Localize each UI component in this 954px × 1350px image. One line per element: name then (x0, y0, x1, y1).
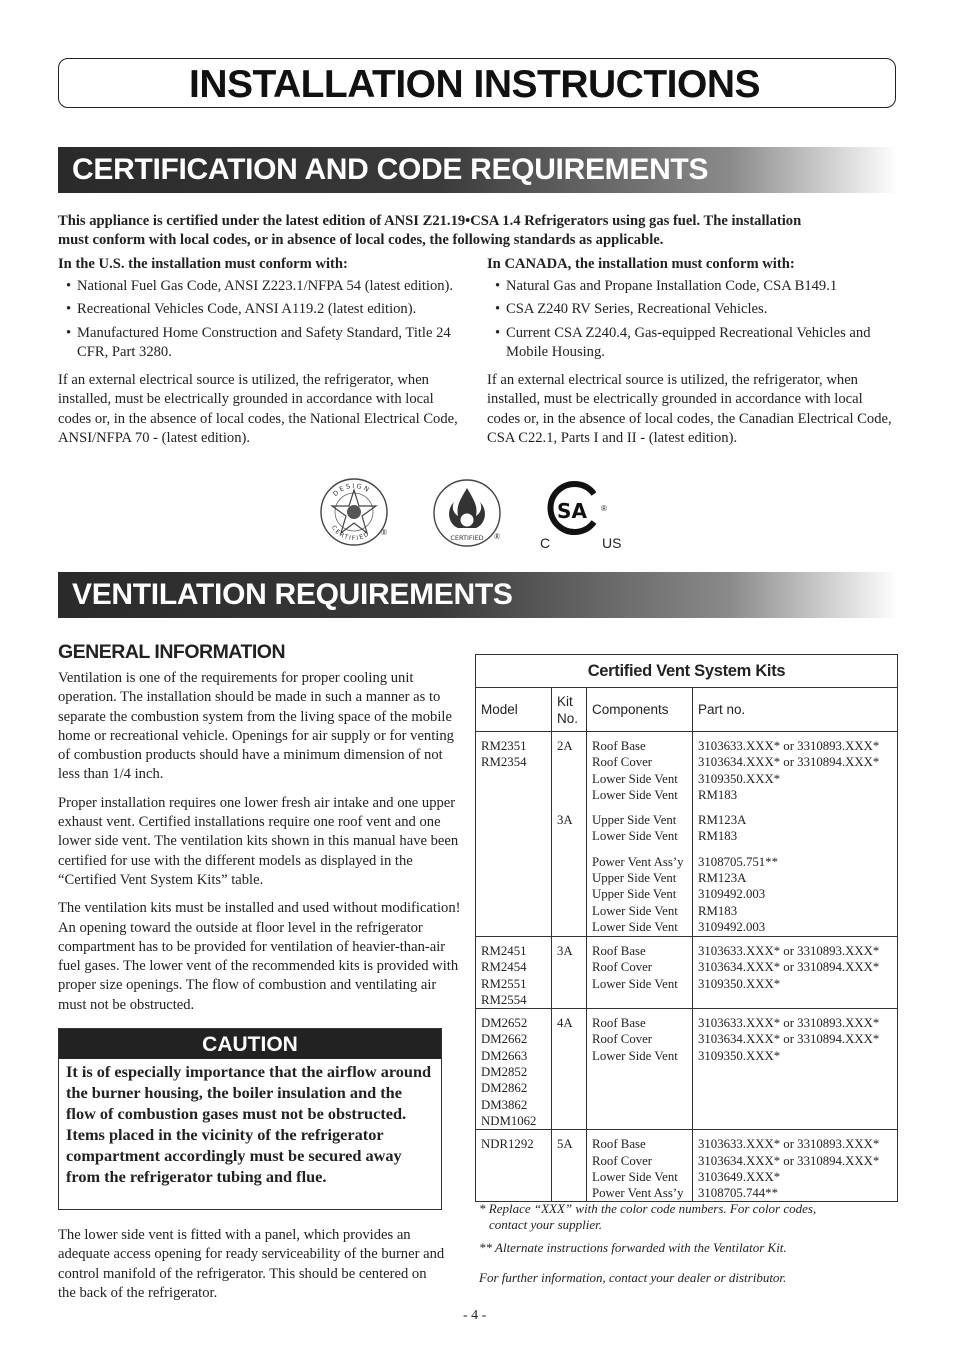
table-footnote-1: * Replace “XXX” with the color code numbers. For color codes, contact your supplier. (479, 1201, 817, 1232)
table-row (476, 937, 898, 1009)
model-cell: DM2652 DM2662 DM2663 DM2852 DM2862 DM3862 NDM1062 (476, 1009, 552, 1130)
page-title-box (58, 58, 896, 108)
svg-text:CERTIFIED: CERTIFIED (450, 534, 484, 542)
csa-us-label: US (602, 535, 622, 551)
registered-mark: ® (381, 528, 388, 537)
cert-section-heading: CERTIFICATION AND CODE REQUIREMENTS (72, 153, 709, 186)
vent-kits-table (475, 654, 898, 1202)
vent-paragraph-1: Ventilation is one of the requirements for proper cooling unit operation. The installation should be made in such a manner as to separate the combustion system from the living space of the mobile home or recreational vehicle. Openings for air supply or for venting of combustion products should have a minimum dimension of not less than 1/4 inch. (58, 670, 454, 783)
list-item: • Manufactured Home Construction and Safety Standard, Title 24 CFR, Part 3280. (58, 324, 470, 363)
svg-text:DESIGN: DESIGN (331, 481, 373, 498)
model-cell: NDR1292 (476, 1130, 552, 1202)
list-item: • Natural Gas and Propane Installation Code, CSA B149.1 (487, 277, 897, 296)
vent-paragraph-4: The lower side vent is fitted with a panel, which provides an adequate access opening for ready serviceability of the burner and control manifold of the refrigerator. This should be centered on the back of the refrigerator. (58, 1227, 445, 1301)
us-electrical-paragraph: If an external electrical source is utilized, the refrigerator, when installed, must be electrically grounded in accordance with local codes or, in the absence of local codes, the National Electrical Code, ANSI/NFPA 70 - (latest edition). (58, 372, 458, 447)
list-item: • Current CSA Z240.4, Gas-equipped Recreational Vehicles and Mobile Housing. (487, 324, 897, 363)
components-cell: Roof Base Roof Cover Lower Side Vent (587, 1009, 693, 1130)
col-header-components: Components (587, 688, 693, 732)
page-title: INSTALLATION INSTRUCTIONS (189, 63, 761, 106)
svg-text:CERTIFIED: CERTIFIED (329, 524, 372, 543)
design-certified-star-logo (318, 476, 390, 548)
cert-section-header (58, 147, 898, 193)
table-row (476, 732, 898, 937)
csa-c-label: C (540, 535, 551, 551)
canada-requirements (487, 256, 897, 448)
canada-heading: In CANADA, the installation must conform with: (487, 256, 795, 272)
registered-mark: ® (601, 504, 607, 513)
table-caption: Certified Vent System Kits (476, 655, 898, 688)
table-row (476, 1130, 898, 1202)
cert-intro-line-1: This appliance is certified under the latest edition of ANSI Z21.19•CSA 1.4 Refrigerators using gas fuel. The installation (58, 213, 802, 229)
cert-intro-line-2: must conform with local codes, or in absence of local codes, the following standards as applicable. (58, 232, 664, 248)
us-requirements (58, 256, 470, 448)
kit-cell: 3A (552, 937, 587, 1009)
col-header-part: Part no. (693, 688, 898, 732)
us-heading: In the U.S. the installation must conform with: (58, 256, 348, 272)
us-code-list (58, 277, 470, 362)
col-header-kit: Kit No. (552, 688, 587, 732)
canada-code-list (487, 277, 897, 362)
vent-paragraph-3: The ventilation kits must be installed and used without modification! An opening toward the outside at floor level in the refrigerator compartment has to be provided for ventilation of heavier-than-air fuel gases. The lower vent of the recommended kits is provided with proper size openings. The flow of combustion and ventilating air must not be obstructed. (58, 900, 461, 1013)
col-header-model: Model (476, 688, 552, 732)
caution-heading: CAUTION (59, 1029, 441, 1059)
list-item: • National Fuel Gas Code, ANSI Z223.1/NFPA 54 (latest edition). (58, 277, 470, 296)
components-cell: Roof Base Roof Cover Lower Side Vent (587, 937, 693, 1009)
csa-logo (544, 480, 606, 536)
table-row (476, 1009, 898, 1130)
part-cell: 3103633.XXX* or 3310893.XXX* 3103634.XXX* or 3310894.XXX* 3109350.XXX* (693, 937, 898, 1009)
table-footnote-2: ** Alternate instructions forwarded with the Ventilator Kit. (479, 1240, 787, 1255)
kit-cell: 5A (552, 1130, 587, 1202)
cert-intro (58, 212, 898, 250)
list-item: • CSA Z240 RV Series, Recreational Vehicles. (487, 300, 897, 319)
general-info-body (58, 669, 464, 1024)
caution-text: It is of especially importance that the airflow around the burner housing, the boiler insulation and the flow of combustion gases must not be obstructed. Items placed in the vicinity of the refrigerator compartment accordingly must be secured away from the refrigerator tubing and flue. (66, 1062, 432, 1186)
kit-cell: 4A (552, 1009, 587, 1130)
vent-section-header (58, 572, 898, 618)
components-cell: Roof Base Roof Cover Lower Side Vent Lower Side Vent Upper Side Vent Lower Side Vent Power Vent Ass’y Upper Side Vent Upper Side Vent Lower Side Vent Lower Side Vent (587, 732, 693, 937)
caution-box (58, 1028, 442, 1210)
flame-certified-logo (432, 478, 502, 548)
table-header-row (476, 688, 898, 732)
part-cell: 3103633.XXX* or 3310893.XXX* 3103634.XXX* or 3310894.XXX* 3109350.XXX* RM183 RM123A RM183 3108705.751** RM123A 3109492.003 RM183 3109492.003 (693, 732, 898, 937)
vent-section-heading: VENTILATION REQUIREMENTS (72, 578, 513, 611)
model-cell: RM2451 RM2454 RM2551 RM2554 (476, 937, 552, 1009)
model-cell: RM2351 RM2354 (476, 732, 552, 937)
part-cell: 3103633.XXX* or 3310893.XXX* 3103634.XXX* or 3310894.XXX* 3109350.XXX* (693, 1009, 898, 1130)
registered-mark: ® (494, 532, 501, 541)
kit-cell: 2A 3A (552, 732, 587, 937)
canada-electrical-paragraph: If an external electrical source is utilized, the refrigerator, when installed, must be electrically grounded in accordance with local codes or, in the absence of local codes, the Canadian Electrical Code, CSA C22.1, Parts I and II - (latest edition). (487, 372, 892, 447)
svg-text:SA: SA (557, 499, 587, 523)
general-info-heading: GENERAL INFORMATION (58, 641, 286, 663)
part-cell: 3103633.XXX* or 3310893.XXX* 3103634.XXX* or 3310894.XXX* 3103649.XXX* 3108705.744** (693, 1130, 898, 1202)
components-cell: Roof Base Roof Cover Lower Side Vent Power Vent Ass’y (587, 1130, 693, 1202)
page-number: - 4 - (463, 1308, 487, 1323)
vent-paragraph-2: Proper installation requires one lower fresh air intake and one upper exhaust vent. Certified installations require one roof vent and one lower side vent. The ventilation kits shown in this manual have been certified for use with the different models as displayed in the “Certified Vent System Kits” table. (58, 794, 459, 888)
table-footnote-3: For further information, contact your dealer or distributor. (479, 1270, 787, 1285)
list-item: • Recreational Vehicles Code, ANSI A119.2 (latest edition). (58, 300, 470, 319)
